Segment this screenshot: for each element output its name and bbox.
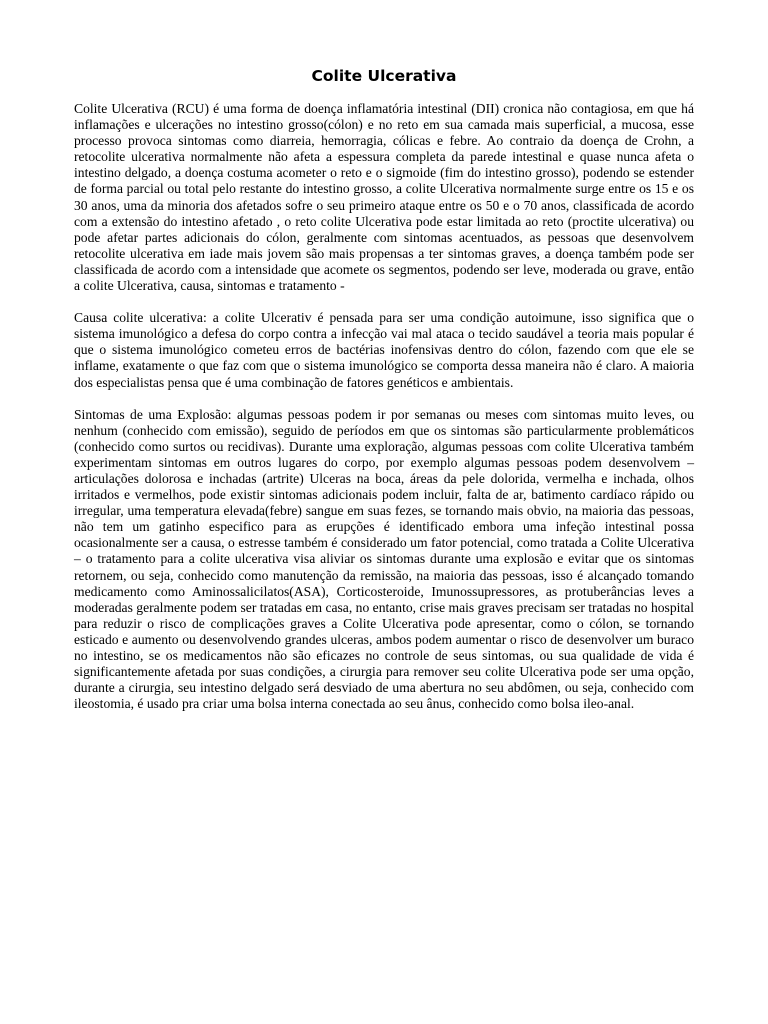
document-title: Colite Ulcerativa xyxy=(311,67,457,85)
paragraph-symptoms-treatment: Sintomas de uma Explosão: algumas pessoas podem ir por semanas ou meses com sintomas muito leves, ou nenhum (conhecido com emissão), seguido de períodos em que os sintomas são particularmente problemáticos (conhecido como surtos ou recidivas). Durante uma exploração, algumas pessoas com colite Ulcerativa também experimentam sintomas em outros lugares do corpo, por exemplo algumas pessoas podem desenvolvem – articulações dolorosa e inchadas (artrite) Ulceras na boca, áreas da pele dolorida, vermelha e inchada, olhos irritados e vermelhos, pode existir sintomas adicionais podem incluir, falta de ar, batimento cardíaco rápido ou irregular, uma temperatura elevada(febre) sangue em suas fezes, se tornando mais obvio, na maioria das pessoas, não tem um gatinho especifico para as erupções é identificado embora uma infeção intestinal possa ocasionalmente ser a causa, o estresse também é considerado um fator potencial, como tratada a Colite Ulcerativa – o tratamento para a colite ulcerativa visa aliviar os sintomas durante uma explosão e evitar que os sintomas retornem, ou seja, conhecido como manutenção da remissão, na maioria das pessoas, isso é alcançado tomando medicamento como Aminossalicilatos(ASA), Corticosteroide, Imunossupressores, as protuberâncias leves a moderadas geralmente podem ser tratadas em casa, no entanto, crise mais graves precisam ser tratadas no hospital para reduzir o risco de complicações graves a Colite Ulcerativa pode apresentar, como o cólon, se tornando esticado e aumento ou desenvolvendo grandes ulceras, ambos podem aumentar o risco de desenvolver um buraco no intestino, se os medicamentos não são eficazes no controle de seus sintomas, ou sua qualidade de vida é significantemente afetada por suas condições, a cirurgia para remover seu colite Ulcerativa pode ser uma opção, durante a cirurgia, seu intestino delgado será desviado de uma abertura no seu abdômen, ou seja, conhecido com ileostomia, é usado pra criar uma bolsa interna conectada ao seu ânus, conhecido como bolsa ileo-anal. xyxy=(74,406,694,712)
paragraph-causes: Causa colite ulcerativa: a colite Ulcerativ é pensada para ser uma condição autoimune, isso significa que o sistema imunológico a defesa do corpo contra a infecção vai mal ataca o tecido saudável a teoria mais popular é que o sistema imunológico cometeu erros de bactérias inofensivas dentro do cólon, fazendo com que ele se inflame, exatamente o que faz com que o sistema imunológico se comporta dessa maneira não é claro. A maioria dos especialistas pensa que é uma combinação de fatores genéticos e ambientais. xyxy=(74,310,694,390)
paragraph-introduction: Colite Ulcerativa (RCU) é uma forma de doença inflamatória intestinal (DII) cronica não contagiosa, em que há inflamações e ulcerações no intestino grosso(cólon) e no reto em sua camada mais superficial, a mucosa, esse processo provoca sintomas como diarreia, hemorragia, cólicas e febre. Ao contraio da doença de Crohn, a retocolite ulcerativa normalmente não afeta a espessura completa da parede intestinal e quase nunca afeta o intestino delgado, a doença costuma acometer o reto e o sigmoide (fim do intestino grosso), podendo se estender de forma parcial ou total pelo restante do intestino grosso, a colite Ulcerativa normalmente surge entre os 15 e os 30 anos, uma da minoria dos afetados sofre o seu primeiro ataque entre os 50 e o 70 anos, classificada de acordo com a extensão do intestino afetado , o reto colite Ulcerativa pode estar limitada ao reto (proctite ulcerativa) ou pode afetar partes adicionais do cólon, geralmente com sintomas acentuados, as pessoas que desenvolvem retocolite ulcerativa em iade mais jovem são mais propensas a ter sintomas graves, a doença também pode ser classificada de acordo com a intensidade que acomete os segmentos, podendo ser leve, moderada ou grave, então a colite Ulcerativa, causa, sintomas e tratamento - xyxy=(74,101,694,294)
